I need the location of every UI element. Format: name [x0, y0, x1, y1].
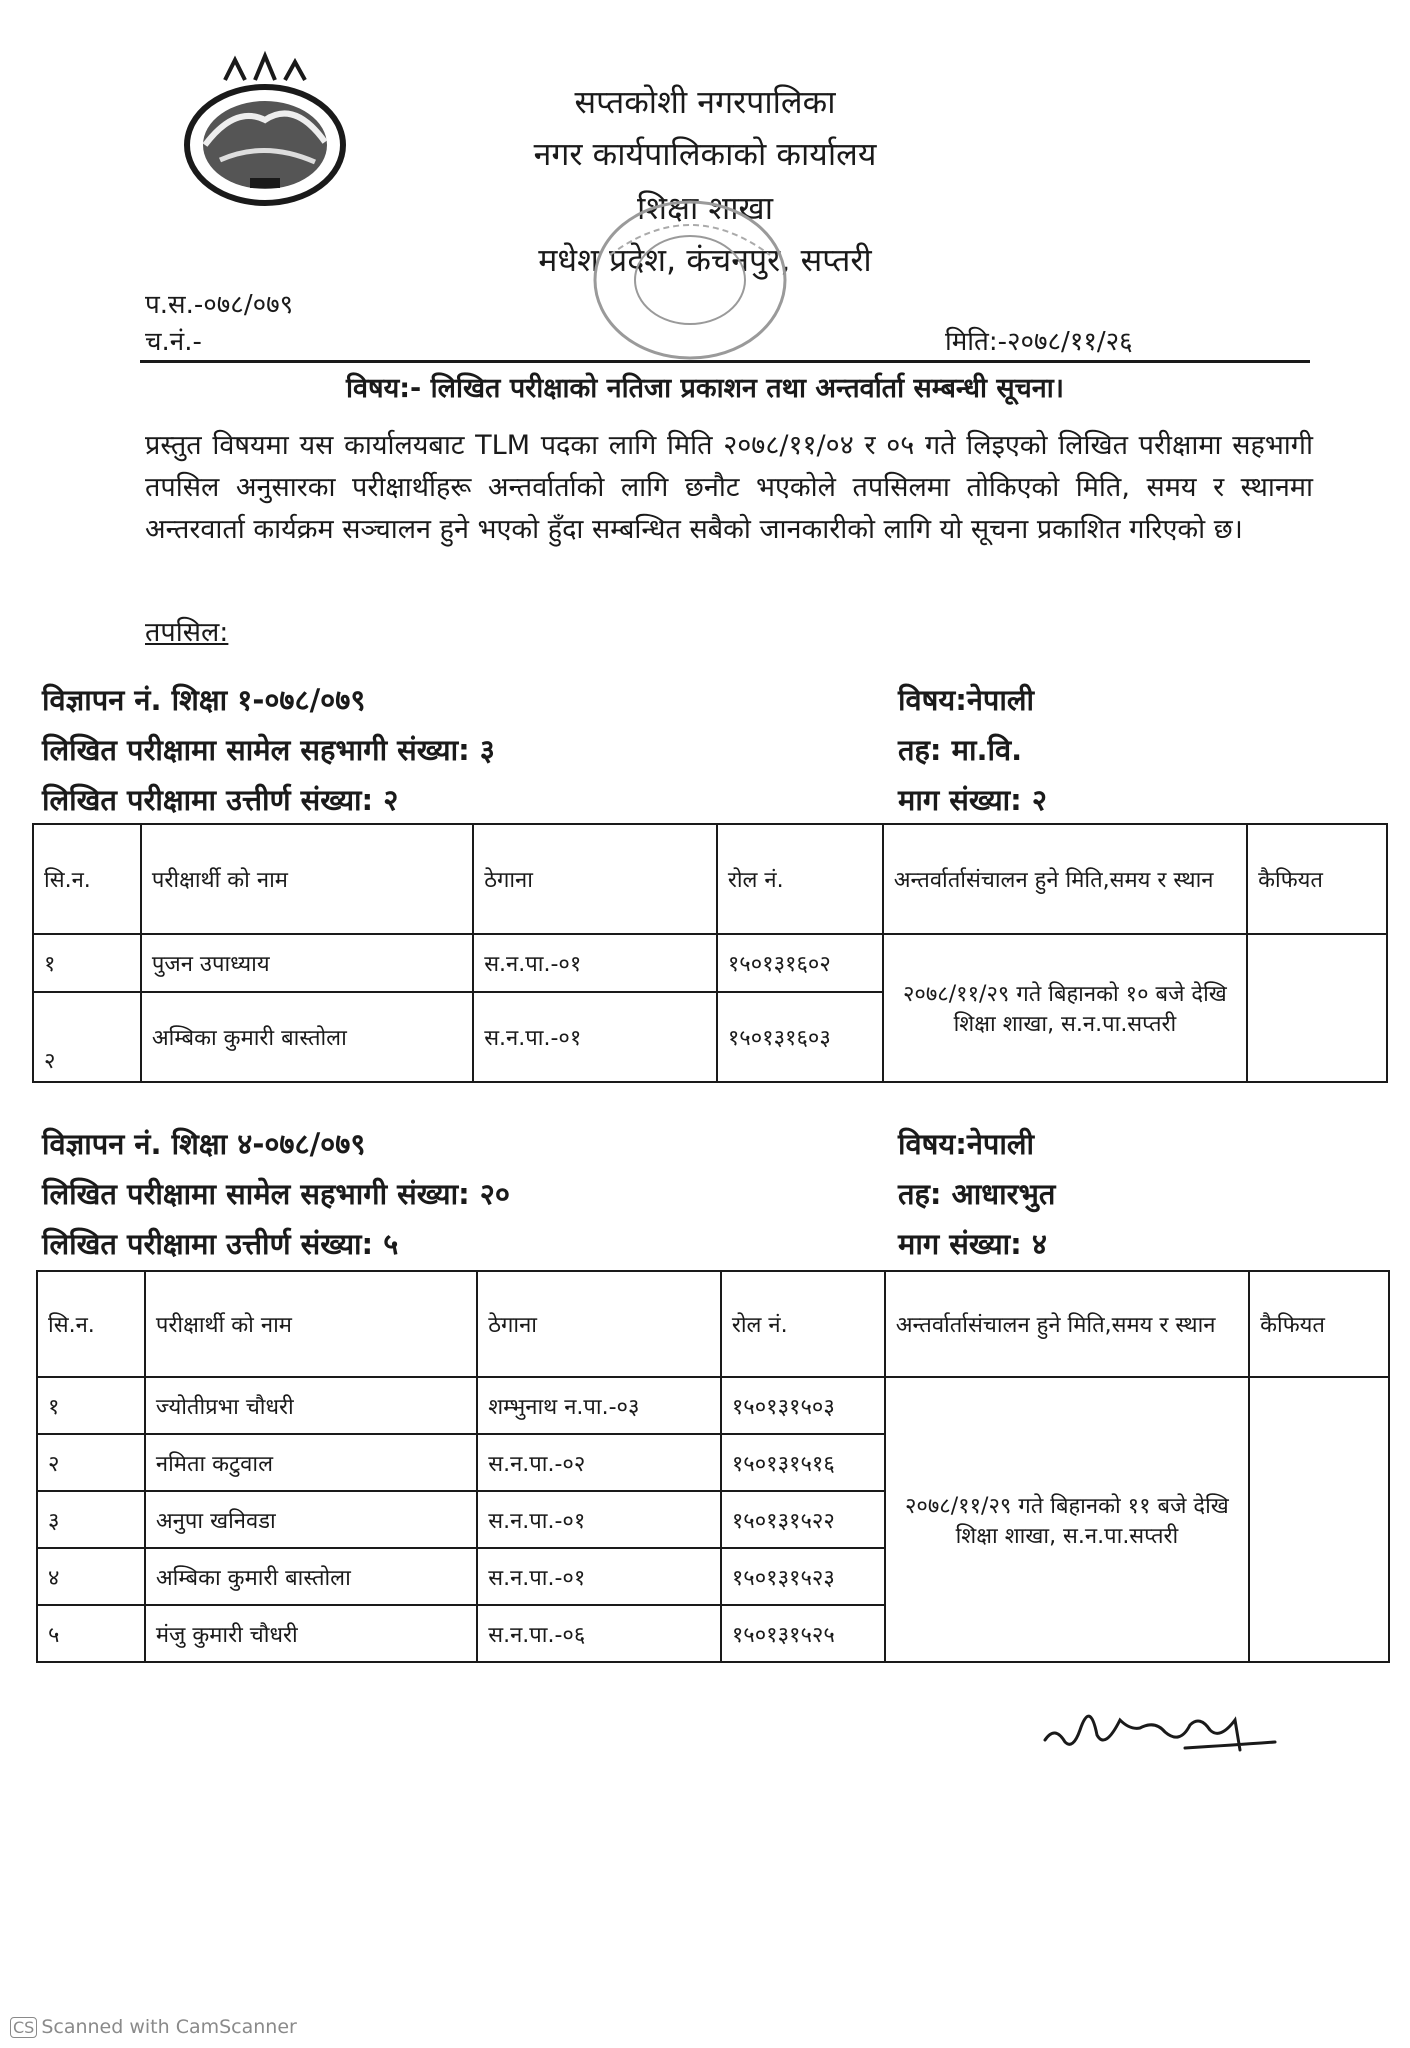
header-schedule: अन्तर्वार्तासंचालन हुने मिति,समय र स्थान: [885, 1271, 1249, 1377]
row-name: पुजन उपाध्याय: [141, 934, 473, 992]
row-serial: ३: [37, 1491, 145, 1548]
notice-body: प्रस्तुत विषयमा यस कार्यालयबाट TLM पदका लागि मिति २०७८/११/०४ र ०५ गते लिइएको लिखित परीक्षामा सहभागी तपसिल अनुसारका परीक्षार्थीहरू अन्तर्वार्ताको लागि छनौट भएकोले तपसिलमा तोकिएको मिति, समय र स्थानमा अन्तरवार्ता कार्यक्रम सञ्चालन हुने भएको हुँदा सम्बन्धित सबैको जानकारीको लागि यो सूचना प्रकाशित गरिएको छ।: [145, 430, 1313, 545]
section2-subject: विषय:नेपाली: [898, 1127, 1035, 1161]
header-address: ठेगाना: [473, 824, 717, 934]
row-roll: १५०१३१५०३: [721, 1377, 885, 1434]
row-address: स.न.पा.-०२: [477, 1434, 721, 1491]
section2-advertisement-number: विज्ञापन नं. शिक्षा ४-०७८/०७९: [42, 1127, 366, 1161]
section1-interview-schedule: २०७८/११/२९ गते बिहानको १० बजे देखि शिक्षा शाखा, स.न.पा.सप्तरी: [883, 934, 1247, 1082]
section1-participants: लिखित परीक्षामा सामेल सहभागी संख्या: ३: [42, 733, 495, 767]
section1-passed: लिखित परीक्षामा उत्तीर्ण संख्या: २: [42, 783, 399, 817]
notice-subject: विषय:- लिखित परीक्षाको नतिजा प्रकाशन तथा अन्तर्वार्ता सम्बन्धी सूचना।: [345, 373, 1064, 404]
header-serial: सि.न.: [37, 1271, 145, 1377]
notice-date: मिति:-२०७८/११/२६: [945, 327, 1133, 357]
table-row: [37, 1377, 1389, 1434]
section2-level: तह: आधारभुत: [898, 1177, 1056, 1211]
office-address: मधेश प्रदेश, कंचनपुर, सप्तरी: [538, 241, 872, 279]
row-serial: १: [33, 934, 141, 992]
details-label: तपसिल:: [145, 617, 229, 648]
row-address: स.न.पा.-०१: [473, 934, 717, 992]
header-roll: रोल नं.: [721, 1271, 885, 1377]
header-remarks: कैफियत: [1249, 1271, 1389, 1377]
office-subtitle: नगर कार्यपालिकाको कार्यालय: [533, 135, 877, 173]
header-divider: [140, 360, 1310, 363]
row-roll: १५०१३१५२५: [721, 1605, 885, 1662]
row-remarks: [1247, 934, 1387, 1082]
section1-advertisement-number: विज्ञापन नं. शिक्षा १-०७८/०७९: [42, 683, 366, 717]
row-roll: १५०१३१५२३: [721, 1548, 885, 1605]
row-serial: ४: [37, 1548, 145, 1605]
section1-results-table: [32, 823, 1388, 1083]
reference-number: प.स.-०७८/०७९: [145, 290, 294, 320]
row-remarks: [1249, 1377, 1389, 1662]
branch-name: शिक्षा शाखा: [637, 189, 773, 227]
row-roll: १५०१३१६०३: [717, 992, 883, 1082]
row-name: अम्बिका कुमारी बास्तोला: [141, 992, 473, 1082]
office-stamp: [560, 185, 820, 375]
header-address: ठेगाना: [477, 1271, 721, 1377]
section2-participants: लिखित परीक्षामा सामेल सहभागी संख्या: २०: [42, 1177, 510, 1211]
table-row: [33, 934, 1387, 992]
camscanner-badge: CS: [10, 2017, 37, 2038]
table-header-row: [37, 1271, 1389, 1377]
scanner-footer: [10, 2016, 297, 2038]
row-name: अनुपा खनिवडा: [145, 1491, 477, 1548]
header-serial: सि.न.: [33, 824, 141, 934]
dispatch-number: च.नं.-: [145, 327, 202, 357]
row-roll: १५०१३१५१६: [721, 1434, 885, 1491]
section1-subject: विषय:नेपाली: [898, 683, 1035, 717]
row-address: शम्भुनाथ न.पा.-०३: [477, 1377, 721, 1434]
row-address: स.न.पा.-०६: [477, 1605, 721, 1662]
section2-passed: लिखित परीक्षामा उत्तीर्ण संख्या: ५: [42, 1227, 399, 1261]
header-name: परीक्षार्थी को नाम: [145, 1271, 477, 1377]
row-serial: २: [37, 1434, 145, 1491]
row-address: स.न.पा.-०१: [477, 1491, 721, 1548]
row-address: स.न.पा.-०१: [477, 1548, 721, 1605]
row-serial: ५: [37, 1605, 145, 1662]
header-schedule: अन्तर्वार्तासंचालन हुने मिति,समय र स्थान: [883, 824, 1247, 934]
section1-level: तह: मा.वि.: [898, 733, 1023, 767]
row-roll: १५०१३१५२२: [721, 1491, 885, 1548]
row-address: स.न.पा.-०१: [473, 992, 717, 1082]
header-remarks: कैफियत: [1247, 824, 1387, 934]
section2-interview-schedule: २०७८/११/२९ गते बिहानको ११ बजे देखि शिक्षा शाखा, स.न.पा.सप्तरी: [885, 1377, 1249, 1662]
row-name: मंजु कुमारी चौधरी: [145, 1605, 477, 1662]
row-serial: २: [33, 992, 141, 1082]
section2-demand: माग संख्या: ४: [898, 1227, 1047, 1261]
table-header-row: [33, 824, 1387, 934]
signature: [1035, 1690, 1295, 1770]
office-name: सप्तकोशी नगरपालिका: [574, 83, 836, 121]
section2-results-table: [36, 1270, 1390, 1663]
section1-demand: माग संख्या: २: [898, 783, 1047, 817]
row-name: अम्बिका कुमारी बास्तोला: [145, 1548, 477, 1605]
row-serial: १: [37, 1377, 145, 1434]
row-name: नमिता कटुवाल: [145, 1434, 477, 1491]
row-name: ज्योतीप्रभा चौधरी: [145, 1377, 477, 1434]
camscanner-text: Scanned with CamScanner: [41, 2016, 297, 2038]
header-roll: रोल नं.: [717, 824, 883, 934]
row-roll: १५०१३१६०२: [717, 934, 883, 992]
header-name: परीक्षार्थी को नाम: [141, 824, 473, 934]
